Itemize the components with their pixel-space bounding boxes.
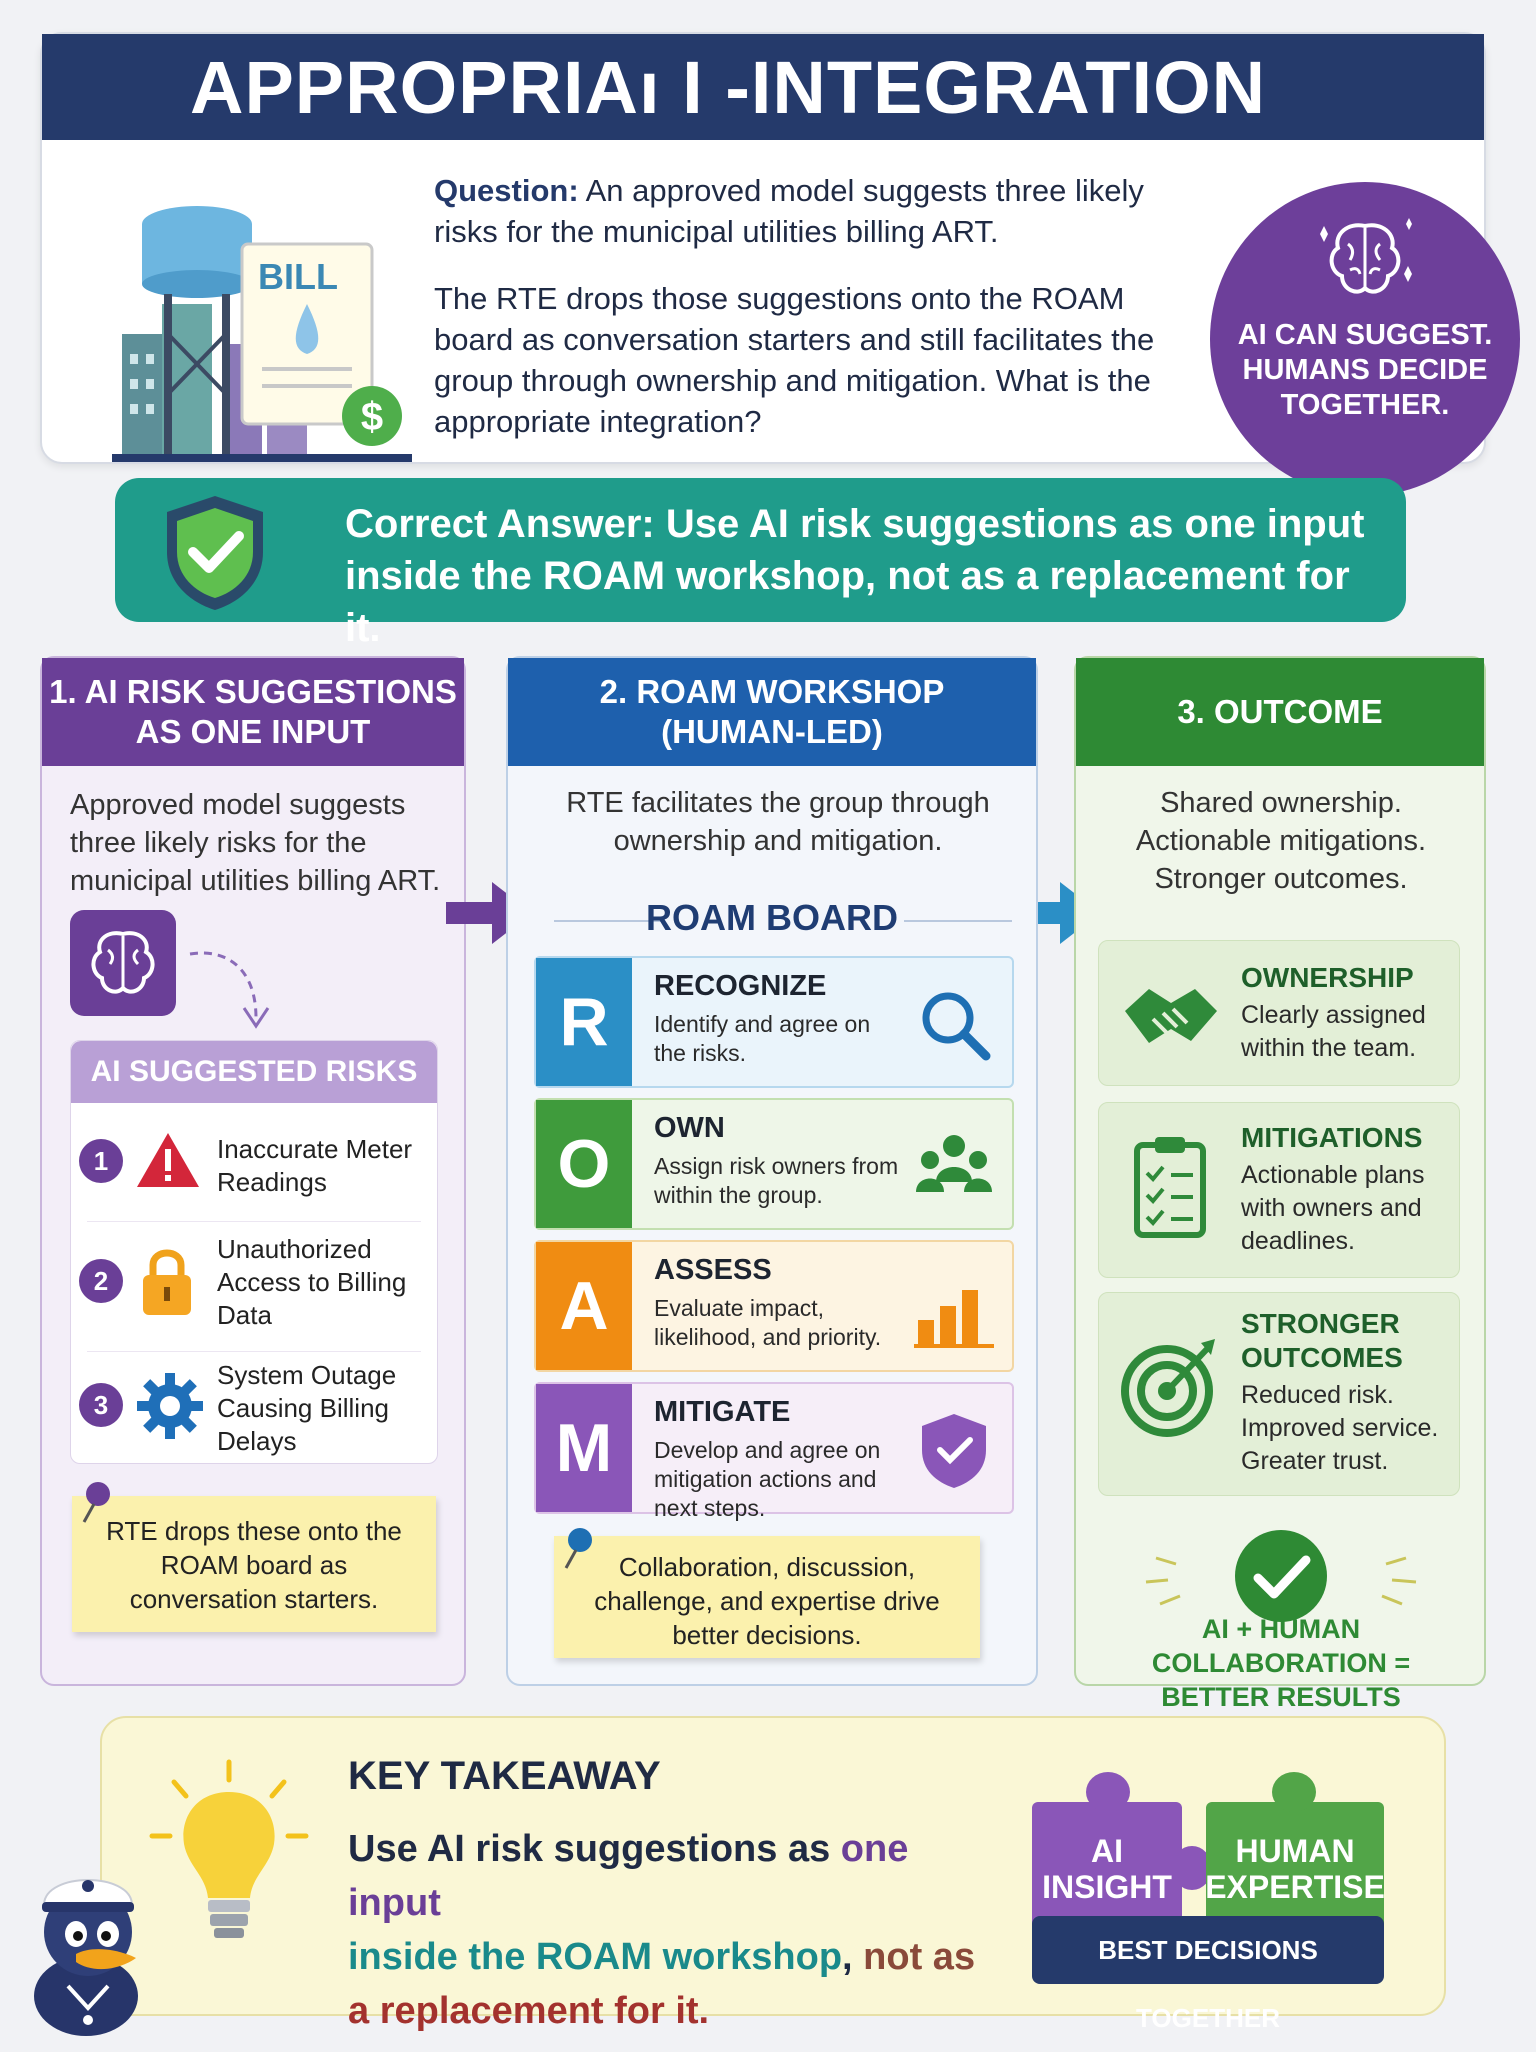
question-card xyxy=(40,32,1493,464)
roam-letter: M xyxy=(536,1384,632,1512)
roam-desc: Assign risk owners from within the group. xyxy=(654,1153,899,1208)
page-title: APPROPRIAı I -INTEGRATION xyxy=(42,34,1484,140)
takeaway-msg-part: Use AI risk suggestions as xyxy=(348,1828,841,1870)
padlock-icon xyxy=(137,1243,197,1319)
sticky-note-text: Collaboration, discussion, challenge, and expertise drive better decisions. xyxy=(594,1552,940,1650)
puzzle-human-label: HUMAN EXPERTISE xyxy=(1205,1833,1385,1905)
gear-icon xyxy=(135,1371,205,1441)
roam-letter: R xyxy=(536,958,632,1086)
outcome-title: OWNERSHIP xyxy=(1241,962,1414,993)
outcome-card-ownership xyxy=(1098,940,1460,1086)
question-line2: The RTE drops those suggestions onto the ROAM board as conversation starters and still facilitates the group through ownership and mitigation. What is the appropriate integration? xyxy=(434,281,1155,439)
sailor-duck-mascot-icon xyxy=(16,1846,166,2042)
question-line1: An approved model suggests three likely risks for the municipal utilities billing ART. xyxy=(434,173,1144,249)
risk-number: 3 xyxy=(79,1383,123,1427)
correct-answer-text: Correct Answer: Use AI risk suggestions as one input inside the ROAM workshop, not as a replacement for it. xyxy=(345,502,1365,650)
divider xyxy=(87,1351,421,1352)
col3-title: 3. OUTCOME xyxy=(1076,658,1484,766)
risk-item xyxy=(71,1121,437,1221)
roam-title: OWN xyxy=(654,1112,725,1144)
risk-label: Unauthorized Access to Billing Data xyxy=(217,1234,407,1330)
outcome-card-mitigations xyxy=(1098,1102,1460,1278)
target-icon xyxy=(1115,1333,1225,1443)
col1-title: 1. AI RISK SUGGESTIONS AS ONE INPUT xyxy=(42,658,464,766)
risks-title: AI SUGGESTED RISKS xyxy=(71,1041,437,1103)
roam-letter: O xyxy=(536,1100,632,1228)
roam-row-mitigate xyxy=(534,1382,1014,1521)
risk-label: Inaccurate Meter Readings xyxy=(217,1134,413,1197)
brain-tile xyxy=(70,910,176,1016)
outcome-title: MITIGATIONS xyxy=(1241,1122,1423,1153)
col2-intro: RTE facilitates the group through ownership and mitigation. xyxy=(566,787,990,857)
bar-chart-icon xyxy=(914,1268,994,1348)
shield-check-icon xyxy=(155,490,275,614)
risk-number: 1 xyxy=(79,1139,123,1183)
roam-title: ASSESS xyxy=(654,1254,772,1286)
takeaway-msg-part: not as xyxy=(863,1936,976,1978)
roam-row-own xyxy=(534,1098,1014,1230)
col1-intro: Approved model suggests three likely risks for the municipal utilities billing ART. xyxy=(70,789,441,897)
ai-suggest-text: AI CAN SUGGEST. HUMANS DECIDE TOGETHER. xyxy=(1237,319,1493,421)
ai-suggested-risks xyxy=(70,1040,438,1464)
takeaway-msg-highlight: one input xyxy=(348,1828,909,1924)
roam-row-recognize xyxy=(534,956,1014,1088)
outcome-desc: Clearly assigned within the team. xyxy=(1241,1001,1426,1062)
takeaway-msg-part: , xyxy=(842,1936,864,1978)
puzzle-tab xyxy=(1086,1772,1130,1812)
roam-row-assess xyxy=(534,1240,1014,1372)
risk-item xyxy=(71,1359,437,1463)
lightbulb-icon xyxy=(144,1758,314,1978)
risk-number: 2 xyxy=(79,1259,123,1303)
risk-label: System Outage Causing Billing Delays xyxy=(217,1360,397,1456)
ai-suggest-badge xyxy=(1210,182,1520,496)
people-icon xyxy=(914,1126,994,1206)
magnifier-icon xyxy=(914,984,994,1064)
takeaway-message xyxy=(348,1822,1008,2038)
question-text xyxy=(434,170,1194,468)
handshake-icon xyxy=(1115,959,1225,1069)
roam-desc: Evaluate impact, likelihood, and priority. xyxy=(654,1295,882,1350)
pushpin-icon xyxy=(558,1524,604,1574)
pushpin-icon xyxy=(76,1478,122,1528)
warning-icon xyxy=(133,1129,203,1193)
question-label: Question: xyxy=(434,173,579,208)
celebration-check-icon xyxy=(1116,1508,1446,1628)
sticky-note xyxy=(554,1536,980,1658)
col3-intro: Shared ownership. Actionable mitigations. Stronger outcomes. xyxy=(1135,787,1427,895)
col2-title: 2. ROAM WORKSHOP (HUMAN-LED) xyxy=(508,658,1036,766)
puzzle-ai-label: AI INSIGHT xyxy=(1042,1833,1172,1905)
clipboard-checklist-icon xyxy=(1115,1133,1225,1243)
outcome-desc: Reduced risk. Improved service. Greater trust. xyxy=(1241,1381,1439,1475)
collaboration-footer: AI + HUMAN COLLABORATION = BETTER RESULTS xyxy=(1151,1614,1411,1712)
roam-letter: A xyxy=(536,1242,632,1370)
roam-desc: Identify and agree on the risks. xyxy=(654,1011,871,1066)
dashed-arrow-icon xyxy=(186,938,276,1038)
brain-icon xyxy=(70,910,176,1016)
key-takeaway-panel xyxy=(100,1716,1446,2033)
takeaway-msg-highlight: a replacement for it. xyxy=(348,1990,710,2032)
shield-check-icon xyxy=(914,1410,994,1490)
puzzle-tab xyxy=(1272,1772,1316,1812)
brain-sparkle-icon xyxy=(1310,204,1420,314)
risk-item xyxy=(71,1229,437,1349)
roam-desc: Develop and agree on mitigation actions and next steps. xyxy=(654,1437,881,1521)
sticky-note-text: RTE drops these onto the ROAM board as conversation starters. xyxy=(106,1516,402,1614)
roam-title: MITIGATE xyxy=(654,1396,791,1428)
correct-answer-banner xyxy=(115,478,1406,650)
outcome-title: STRONGER OUTCOMES xyxy=(1241,1308,1403,1373)
svg-text:$: $ xyxy=(360,395,384,439)
takeaway-title: KEY TAKEAWAY xyxy=(348,1754,661,1798)
roam-board-title: ROAM BOARD xyxy=(646,897,898,938)
roam-workshop-column xyxy=(506,656,1038,1686)
sticky-note xyxy=(72,1496,436,1632)
outcome-card-stronger-outcomes xyxy=(1098,1292,1460,1496)
best-decisions-banner: BEST DECISIONS TOGETHER xyxy=(1032,1916,1384,1984)
divider xyxy=(87,1221,421,1222)
bill-label: BILL xyxy=(258,256,338,297)
ai-suggestions-column xyxy=(40,656,466,1686)
roam-title: RECOGNIZE xyxy=(654,970,827,1002)
outcome-column xyxy=(1074,656,1486,1712)
outcome-desc: Actionable plans with owners and deadlines. xyxy=(1241,1161,1425,1255)
takeaway-msg-highlight: inside the ROAM workshop xyxy=(348,1936,843,1978)
utilities-bill-illustration xyxy=(72,154,432,474)
